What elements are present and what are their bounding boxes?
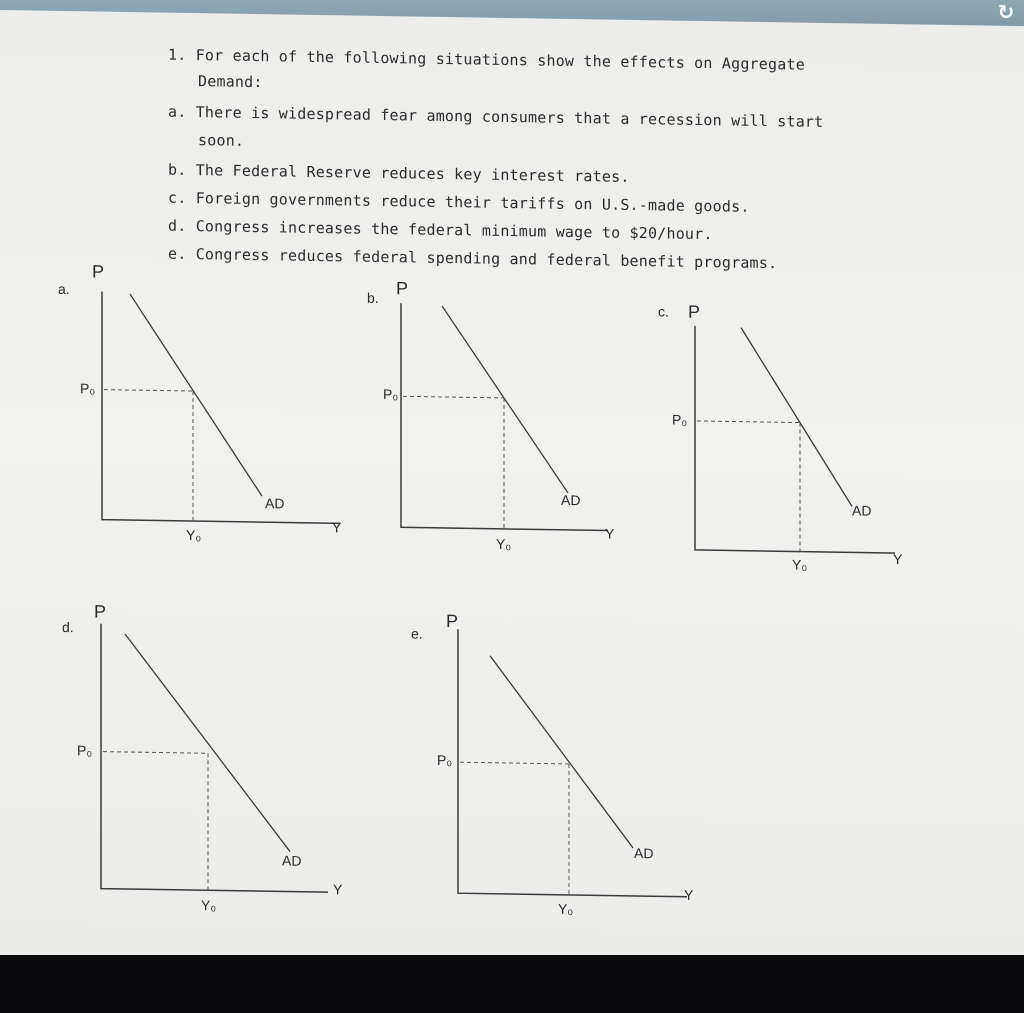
graph-b-ad-label: AD [561, 491, 581, 509]
item-text: There is widespread fear among consumers that a recession will start [195, 103, 824, 131]
graph-d-price-guide [103, 752, 208, 754]
refresh-icon[interactable]: ↻ [997, 0, 1015, 24]
graph-b-ad-curve [442, 306, 568, 493]
graph-c-y-axis-label: P [688, 301, 701, 322]
graph-b-price-guide [403, 396, 504, 398]
graph-a-ad-curve [130, 294, 262, 496]
graph-e-y-axis-label: P [446, 611, 459, 632]
graph-d-ad-label: AD [282, 852, 302, 869]
graph-c-letter: c. [658, 303, 669, 320]
item-letter: c. [168, 188, 187, 207]
graph-d-price-label: P₀ [77, 742, 93, 759]
graph-a-price-label: P₀ [80, 380, 96, 397]
graph-d-x-axis-label: Y [333, 881, 343, 898]
graph-a-axes [102, 292, 340, 524]
graph-e-price-guide [460, 762, 569, 764]
graph-a-x-axis-label: Y [332, 519, 342, 536]
graph-e-x-axis-label: Y [684, 886, 694, 903]
graph-a-lines [102, 292, 340, 524]
graph-a-y-axis-label: P [92, 261, 105, 282]
item-letter: b. [168, 160, 187, 179]
ad-graphs-lineart [0, 10, 1024, 974]
graph-d-letter: d. [62, 618, 74, 636]
item-text: Congress increases the federal minimum wage to $20/hour. [195, 217, 713, 244]
graph-a-letter: a. [58, 280, 70, 298]
graph-c-ad-curve [741, 328, 852, 507]
graph-e-price-label: P₀ [437, 751, 453, 769]
graph-e-letter: e. [411, 625, 423, 642]
item-letter: a. [168, 102, 187, 121]
item-text: Foreign governments reduce their tariffs on U.S.-made goods. [195, 189, 750, 216]
item-letter: d. [168, 216, 187, 235]
item-text: Congress reduces federal spending and federal benefit programs. [195, 245, 778, 273]
graph-c-price-guide [697, 421, 800, 423]
graph-b-qty-label: Y₀ [496, 535, 512, 553]
graph-c-qty-label: Y₀ [792, 556, 808, 573]
graph-e-qty-label: Y₀ [558, 900, 574, 918]
graph-c-axes [695, 326, 895, 553]
graph-c-ad-label: AD [852, 502, 872, 519]
question-text: For each of the following situations show the effects on Aggregate [195, 46, 805, 74]
graph-a-price-guide [104, 390, 193, 391]
graph-b-y-axis-label: P [396, 278, 409, 299]
question-number: 1. [168, 45, 187, 64]
item-text: The Federal Reserve reduces key interest rates. [195, 161, 630, 186]
question-1-line-2: Demand: [198, 72, 263, 92]
graph-e-ad-label: AD [634, 844, 654, 862]
laptop-bezel [0, 955, 1024, 1013]
graph-a-qty-label: Y₀ [186, 526, 202, 544]
item-letter: e. [168, 244, 187, 263]
graph-c-price-label: P₀ [672, 411, 688, 428]
graph-b-x-axis-label: Y [605, 525, 615, 542]
graph-d-y-axis-label: P [94, 601, 107, 622]
graph-b-price-label: P₀ [383, 386, 399, 403]
graph-c-x-axis-label: Y [893, 551, 903, 568]
graph-b-letter: b. [367, 289, 379, 306]
graph-e-ad-curve [490, 656, 633, 848]
graph-a-ad-label: AD [265, 495, 285, 512]
graph-c-lines [695, 326, 895, 553]
worksheet-page [0, 10, 1024, 974]
item-a-line-2: soon. [198, 131, 245, 150]
graph-d-qty-label: Y₀ [201, 897, 217, 914]
